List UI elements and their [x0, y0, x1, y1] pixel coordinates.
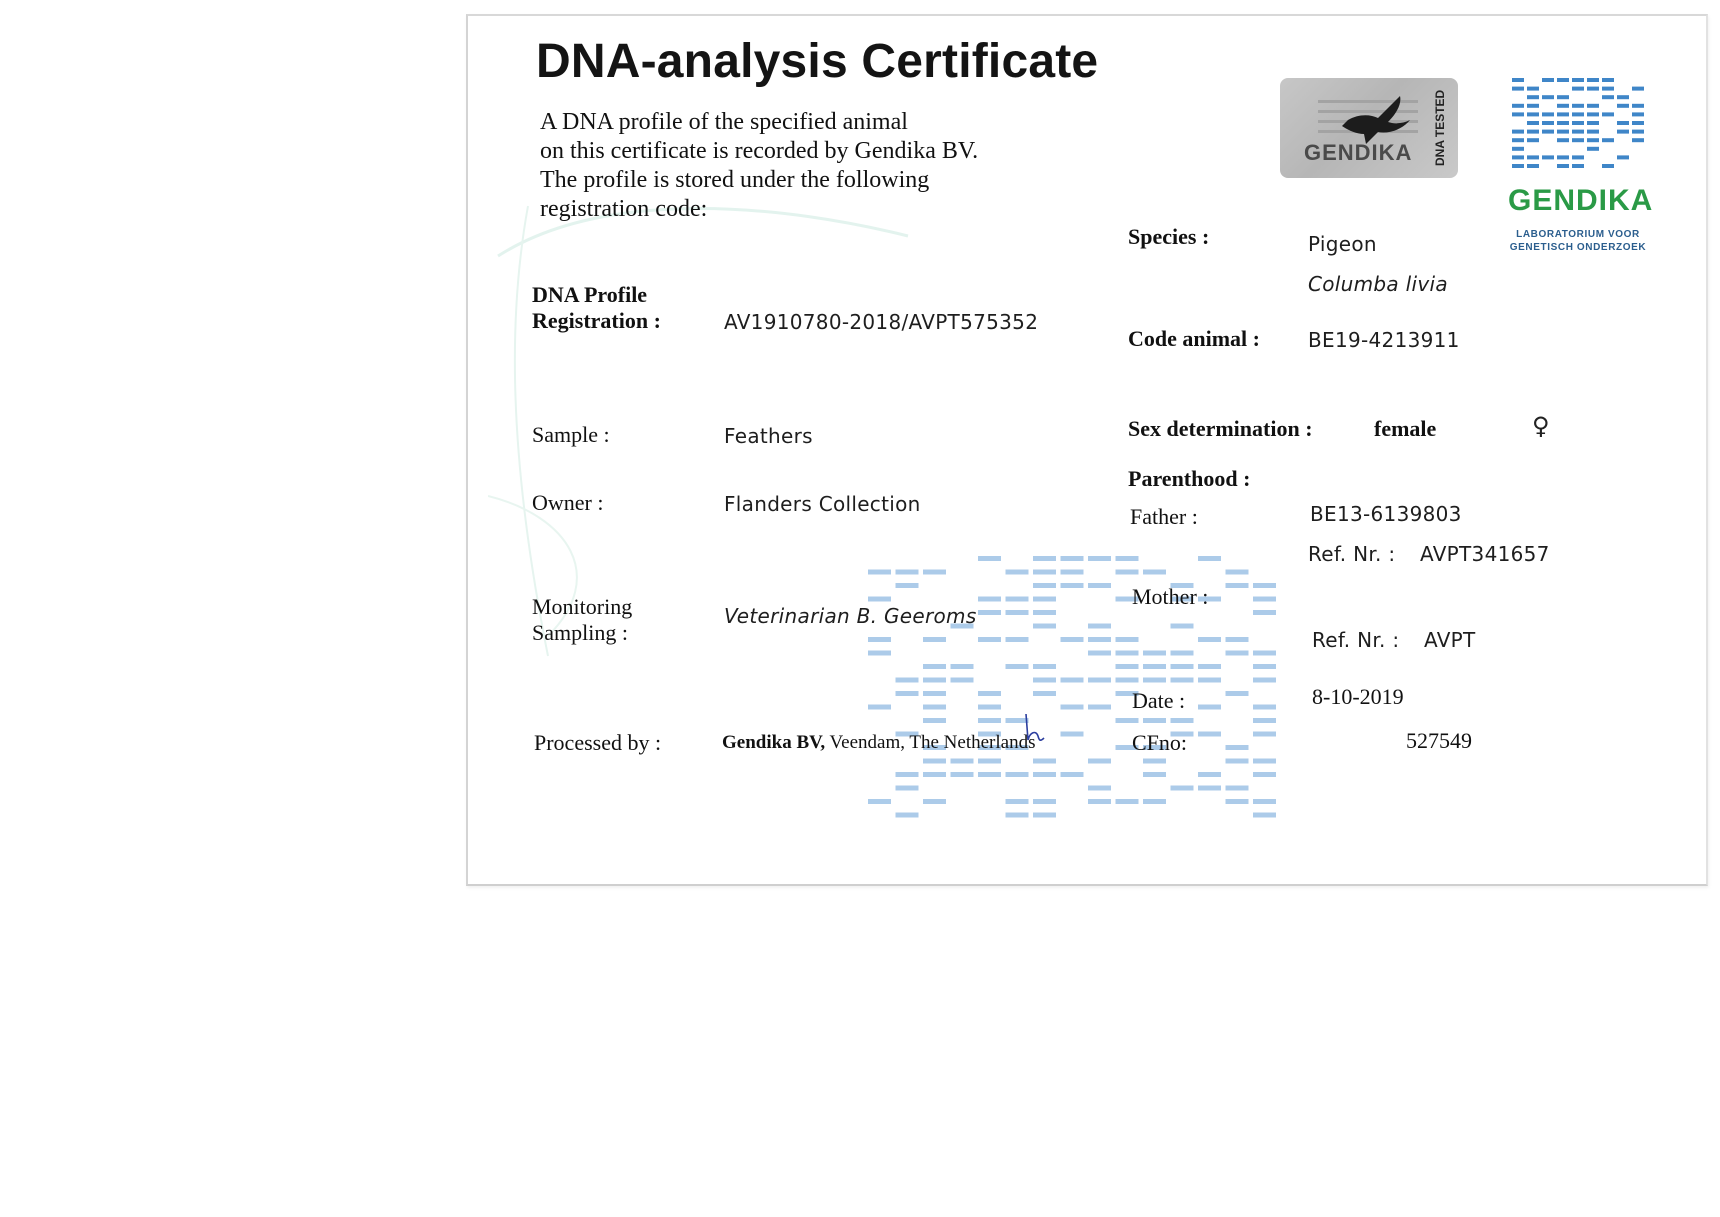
monitoring-label-2: Sampling : [532, 620, 628, 645]
cfno-value: 527549 [1406, 728, 1472, 753]
watermark-bar [1253, 732, 1276, 737]
watermark-bar [923, 705, 946, 710]
watermark-bar [1253, 772, 1276, 777]
logo-bar [1527, 155, 1539, 159]
species-label: Species : [1128, 224, 1210, 249]
mother-ref-label: Ref. Nr. : [1312, 628, 1400, 652]
watermark-bar [1033, 813, 1056, 818]
processed-value [722, 732, 1036, 754]
logo-bar [1587, 130, 1599, 134]
watermark-bar [1226, 691, 1249, 696]
watermark-bar [1143, 651, 1166, 656]
watermark-bar [1061, 637, 1084, 642]
watermark-bar [978, 597, 1001, 602]
logo-bar [1557, 112, 1569, 116]
watermark-bar [1006, 772, 1029, 777]
registration-label-2: Registration : [532, 308, 661, 333]
watermark-bar [923, 718, 946, 723]
logo-bar [1632, 121, 1644, 125]
watermark-bar [1116, 637, 1139, 642]
logo-bar [1557, 130, 1569, 134]
logo-bar [1602, 138, 1614, 142]
watermark-bar [896, 813, 919, 818]
logo-bar [1542, 155, 1554, 159]
dna-tested-hologram [1280, 78, 1458, 178]
logo-bar [1602, 112, 1614, 116]
watermark-bar [1226, 651, 1249, 656]
logo-bar [1542, 78, 1554, 82]
species-common: Pigeon [1308, 232, 1377, 256]
watermark-bar [923, 637, 946, 642]
watermark-bar [896, 678, 919, 683]
logo-bar [1572, 130, 1584, 134]
father-value: BE13-6139803 [1310, 502, 1462, 526]
logo-bar [1527, 112, 1539, 116]
signature-mark [1022, 710, 1048, 750]
watermark-bar [868, 651, 891, 656]
watermark-bar [1061, 570, 1084, 575]
watermark-bar [1253, 597, 1276, 602]
sample-value: Feathers [724, 424, 813, 448]
sex-label: Sex determination : [1128, 416, 1313, 441]
watermark-bar [1061, 772, 1084, 777]
intro-line: The profile is stored under the following [540, 167, 930, 193]
watermark-bar [1226, 745, 1249, 750]
watermark-bar [923, 678, 946, 683]
watermark-bar [923, 772, 946, 777]
logo-tagline-line: GENETISCH ONDERZOEK [1509, 242, 1647, 253]
logo-bar [1557, 155, 1569, 159]
logo-bar [1572, 78, 1584, 82]
watermark-bar [1088, 678, 1111, 683]
watermark-bar [1143, 678, 1166, 683]
watermark-bar [1006, 597, 1029, 602]
watermark-bar [1061, 583, 1084, 588]
watermark-bar [1088, 651, 1111, 656]
watermark-bar [1198, 705, 1221, 710]
father-label: Father : [1130, 504, 1198, 529]
watermark-bar [1033, 610, 1056, 615]
logo-bar [1527, 87, 1539, 91]
logo-bar [1512, 87, 1524, 91]
logo-bar [1617, 95, 1629, 99]
watermark-bar [978, 556, 1001, 561]
logo-bar [1587, 138, 1599, 142]
logo-bar [1512, 130, 1524, 134]
logo-bar [1617, 104, 1629, 108]
watermark-bar [923, 799, 946, 804]
watermark-bar [1006, 637, 1029, 642]
logo-brand: GENDIKA [1508, 184, 1654, 217]
watermark-bar [1171, 786, 1194, 791]
intro-line: on this certificate is recorded by Gendika BV. [540, 138, 979, 164]
watermark-bar [896, 772, 919, 777]
parenthood-label: Parenthood : [1128, 466, 1251, 491]
logo-bar [1512, 112, 1524, 116]
watermark-bar [923, 691, 946, 696]
logo-tagline [1508, 228, 1648, 254]
logo-bar [1527, 121, 1539, 125]
watermark-bar [1253, 799, 1276, 804]
code-animal-value: BE19-4213911 [1308, 328, 1460, 352]
logo-bar [1587, 87, 1599, 91]
watermark-bar [1033, 678, 1056, 683]
watermark-bar [1006, 570, 1029, 575]
watermark-bar [978, 772, 1001, 777]
watermark-bar [868, 799, 891, 804]
logo-bar [1512, 104, 1524, 108]
logo-bar [1557, 95, 1569, 99]
logo-bar [1632, 104, 1644, 108]
watermark-bar [1061, 705, 1084, 710]
watermark-bar [1226, 799, 1249, 804]
logo-bar [1512, 164, 1524, 168]
logo-bar [1602, 87, 1614, 91]
logo-bar [1587, 104, 1599, 108]
watermark-bar [1088, 637, 1111, 642]
watermark-bar [1253, 813, 1276, 818]
logo-bar [1572, 87, 1584, 91]
registration-value: AV1910780-2018/AVPT575352 [724, 310, 1039, 334]
sex-value: female [1374, 416, 1437, 441]
watermark-bar [1143, 664, 1166, 669]
watermark-bar [1253, 678, 1276, 683]
watermark-bar [1088, 556, 1111, 561]
watermark-bar [1116, 718, 1139, 723]
watermark-bar [1198, 556, 1221, 561]
watermark-bar [1006, 610, 1029, 615]
logo-bar [1602, 95, 1614, 99]
female-symbol-icon: ♀ [1532, 412, 1550, 440]
logo-bar [1557, 164, 1569, 168]
logo-bar [1542, 121, 1554, 125]
watermark-bar [978, 718, 1001, 723]
intro-line: A DNA profile of the specified animal [540, 109, 908, 135]
watermark-bar [1253, 651, 1276, 656]
watermark-bar [1116, 799, 1139, 804]
logo-bar [1632, 138, 1644, 142]
watermark-bar [1061, 556, 1084, 561]
cfno-label: CFno: [1132, 730, 1188, 755]
watermark-bar [1171, 624, 1194, 629]
watermark-bar [951, 772, 974, 777]
logo-bar [1617, 155, 1629, 159]
logo-bar [1527, 164, 1539, 168]
watermark-bar [1253, 583, 1276, 588]
certificate-title: DNA-analysis Certificate [536, 35, 1099, 88]
logo-bar [1587, 147, 1599, 151]
logo-bar [1512, 147, 1524, 151]
logo-bar [1572, 155, 1584, 159]
watermark-bar [1198, 732, 1221, 737]
code-animal-label: Code animal : [1128, 326, 1260, 351]
watermark-bar [1253, 759, 1276, 764]
watermark-bar [1171, 664, 1194, 669]
watermark-bar [1226, 583, 1249, 588]
watermark-bar [868, 597, 891, 602]
watermark-bar [978, 610, 1001, 615]
watermark-bar [951, 759, 974, 764]
watermark-bar [1088, 799, 1111, 804]
logo-bar [1632, 87, 1644, 91]
logo-bar [1632, 130, 1644, 134]
logo-bar [1512, 155, 1524, 159]
processed-company: Gendika BV, [722, 732, 826, 753]
logo-bar [1632, 112, 1644, 116]
watermark-bar [1006, 664, 1029, 669]
mother-ref-value: AVPT [1424, 628, 1476, 652]
watermark-bar [923, 759, 946, 764]
logo-bar [1572, 104, 1584, 108]
watermark-bar [1033, 597, 1056, 602]
watermark-bar [1253, 664, 1276, 669]
logo-bar [1527, 138, 1539, 142]
watermark-bar [1226, 786, 1249, 791]
watermark-bar [1171, 678, 1194, 683]
mother-label: Mother : [1132, 584, 1209, 609]
logo-bar [1572, 112, 1584, 116]
watermark-bar [1116, 678, 1139, 683]
watermark-bar [1198, 786, 1221, 791]
logo-bar [1512, 138, 1524, 142]
watermark-bar [1198, 678, 1221, 683]
watermark-bar [923, 570, 946, 575]
watermark-bar [978, 691, 1001, 696]
logo-bar [1617, 130, 1629, 134]
watermark-bar [1253, 610, 1276, 615]
watermark-bar [1116, 651, 1139, 656]
logo-bar [1587, 78, 1599, 82]
watermark-bar [1088, 705, 1111, 710]
dna-watermark [864, 554, 1284, 844]
owner-value: Flanders Collection [724, 492, 921, 516]
watermark-bar [1198, 772, 1221, 777]
date-label: Date : [1132, 688, 1186, 713]
species-latin: Columba livia [1308, 272, 1448, 296]
watermark-bar [1061, 678, 1084, 683]
logo-bar [1587, 121, 1599, 125]
watermark-bar [896, 691, 919, 696]
watermark-bar [1033, 570, 1056, 575]
logo-bar [1572, 121, 1584, 125]
watermark-bar [1253, 705, 1276, 710]
watermark-bar [1033, 691, 1056, 696]
watermark-bar [1226, 759, 1249, 764]
watermark-bar [1143, 759, 1166, 764]
father-ref-value: AVPT341657 [1420, 542, 1550, 566]
watermark-bar [1033, 772, 1056, 777]
processed-label: Processed by : [534, 730, 662, 755]
sample-label: Sample : [532, 422, 610, 447]
stamp-word: GENDIKA [1304, 140, 1413, 165]
stamp-vertical-text [1430, 88, 1450, 168]
owner-label: Owner : [532, 490, 604, 515]
watermark-bar [1088, 786, 1111, 791]
watermark-bar [1061, 732, 1084, 737]
watermark-bar [1226, 637, 1249, 642]
dna-logo-icon [1508, 76, 1648, 176]
watermark-bar [978, 705, 1001, 710]
logo-bar [1587, 112, 1599, 116]
logo-bar [1557, 78, 1569, 82]
watermark-bar [1171, 718, 1194, 723]
logo-bar [1512, 78, 1524, 82]
logo-tagline-line: LABORATORIUM VOOR [1516, 229, 1640, 240]
logo-bar [1572, 138, 1584, 142]
logo-bar [1542, 112, 1554, 116]
watermark-bar [1033, 759, 1056, 764]
logo-bar [1557, 104, 1569, 108]
watermark-bar [1006, 813, 1029, 818]
watermark-bar [1033, 556, 1056, 561]
processed-location: Veendam, The Netherlands [825, 732, 1036, 753]
watermark-bar [1033, 664, 1056, 669]
watermark-bar [896, 570, 919, 575]
watermark-bar [896, 583, 919, 588]
monitoring-value: Veterinarian B. Geeroms [724, 604, 977, 628]
watermark-bar [1226, 570, 1249, 575]
watermark-bar [1033, 583, 1056, 588]
watermark-bar [1116, 570, 1139, 575]
intro-line: registration code: [540, 196, 708, 222]
logo-bar [1617, 121, 1629, 125]
watermark-bar [1143, 570, 1166, 575]
logo-bar [1602, 164, 1614, 168]
registration-label-1: DNA Profile [532, 282, 648, 307]
watermark-bar [1198, 637, 1221, 642]
logo-bar [1527, 95, 1539, 99]
watermark-bar [923, 664, 946, 669]
watermark-bar [1171, 651, 1194, 656]
watermark-bar [1088, 624, 1111, 629]
watermark-bar [1198, 664, 1221, 669]
watermark-bar [1116, 556, 1139, 561]
logo-bar [1542, 95, 1554, 99]
watermark-bar [868, 705, 891, 710]
watermark-bar [978, 759, 1001, 764]
logo-bar [1527, 104, 1539, 108]
watermark-bar [1143, 772, 1166, 777]
logo-bar [1527, 130, 1539, 134]
watermark-bar [1253, 718, 1276, 723]
logo-bar [1602, 78, 1614, 82]
certificate-card [466, 14, 1708, 886]
monitoring-label-1: Monitoring [532, 594, 633, 619]
watermark-bar [1088, 583, 1111, 588]
logo-bar [1557, 138, 1569, 142]
watermark-bar [1033, 799, 1056, 804]
watermark-bar [978, 637, 1001, 642]
watermark-bar [1088, 759, 1111, 764]
date-value: 8-10-2019 [1312, 684, 1404, 709]
intro-text [540, 108, 1010, 224]
watermark-bar [1143, 718, 1166, 723]
watermark-bar [896, 786, 919, 791]
watermark-bar [868, 637, 891, 642]
watermark-bar [868, 570, 891, 575]
watermark-bar [1006, 799, 1029, 804]
watermark-bar [951, 678, 974, 683]
watermark-bar [951, 664, 974, 669]
logo-bar [1542, 130, 1554, 134]
logo-bar [1557, 121, 1569, 125]
gendika-logo [1508, 76, 1658, 253]
watermark-bar [1033, 624, 1056, 629]
logo-bar [1572, 164, 1584, 168]
watermark-bar [1143, 799, 1166, 804]
stamp-vertical-label: DNA TESTED [1433, 89, 1447, 166]
watermark-bar [1116, 664, 1139, 669]
father-ref-label: Ref. Nr. : [1308, 542, 1396, 566]
